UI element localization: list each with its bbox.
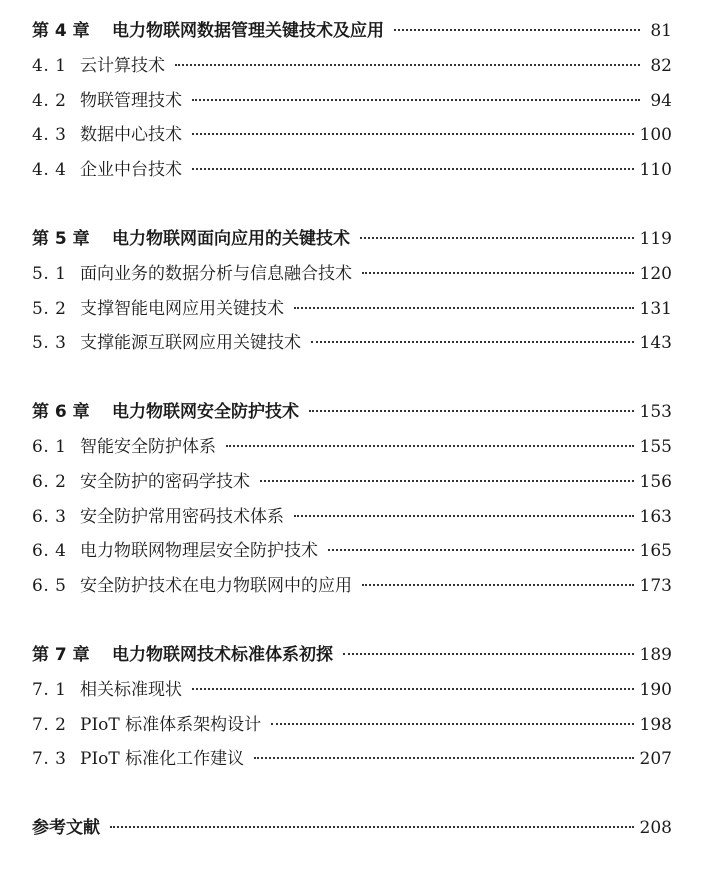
- chapter-4-block: [32, 14, 672, 188]
- section-title: PIoT 标准化工作建议: [80, 749, 245, 770]
- chapter-number: 第 4 章: [32, 21, 90, 41]
- page-number: 153: [639, 402, 672, 423]
- page-number: 173: [639, 576, 672, 597]
- page-number: 165: [639, 541, 672, 562]
- section-title: 安全防护技术在电力物联网中的应用: [80, 576, 352, 597]
- toc-chapter-row[interactable]: [32, 395, 672, 430]
- toc-section-row[interactable]: [32, 673, 672, 708]
- page-number: 198: [639, 714, 672, 735]
- chapter-6-block: [32, 395, 672, 604]
- section-title: 支撑能源互联网应用关键技术: [80, 333, 301, 354]
- toc-section-row[interactable]: [32, 708, 672, 743]
- section-number: 6. 2: [32, 471, 67, 492]
- section-number: 7. 3: [32, 749, 67, 770]
- dot-leader: [394, 29, 640, 31]
- section-number: 6. 4: [32, 541, 67, 562]
- section-title: PIoT 标准体系架构设计: [80, 714, 262, 735]
- page-number: 143: [639, 333, 672, 354]
- section-number: 5. 1: [32, 263, 67, 284]
- page-number: 163: [639, 506, 672, 527]
- dot-leader: [328, 549, 634, 551]
- section-title: 智能安全防护体系: [80, 436, 216, 457]
- dot-leader: [192, 688, 634, 690]
- section-title: 数据中心技术: [80, 125, 182, 146]
- dot-leader: [294, 515, 634, 517]
- dot-leader: [192, 133, 634, 135]
- dot-leader: [110, 826, 634, 828]
- section-number: 4. 2: [32, 90, 67, 111]
- dot-leader: [175, 64, 640, 66]
- dot-leader: [343, 653, 634, 655]
- page-number: 131: [639, 298, 672, 319]
- page-number: 208: [639, 818, 672, 839]
- section-title: 安全防护常用密码技术体系: [80, 506, 284, 527]
- page-number: 155: [639, 436, 672, 457]
- section-number: 5. 3: [32, 333, 67, 354]
- section-title: 云计算技术: [80, 55, 165, 76]
- section-number: 4. 1: [32, 55, 67, 76]
- page-number: 120: [639, 263, 672, 284]
- section-number: 6. 1: [32, 436, 67, 457]
- dot-leader: [309, 410, 634, 412]
- dot-leader: [294, 307, 634, 309]
- references-title: 参考文献: [32, 818, 100, 839]
- page-number: 156: [639, 471, 672, 492]
- toc-references-row[interactable]: [32, 811, 672, 846]
- section-number: 7. 1: [32, 679, 67, 700]
- table-of-contents: [32, 14, 672, 846]
- dot-leader: [360, 237, 634, 239]
- toc-section-row[interactable]: [32, 465, 672, 500]
- dot-leader: [226, 445, 634, 447]
- dot-leader: [192, 168, 634, 170]
- toc-section-row[interactable]: [32, 500, 672, 535]
- page-number: 190: [639, 679, 672, 700]
- chapter-number: 第 5 章: [32, 228, 90, 249]
- section-number: 6. 3: [32, 506, 67, 527]
- section-title: 物联管理技术: [80, 90, 182, 111]
- dot-leader: [260, 480, 634, 482]
- toc-section-row[interactable]: [32, 153, 672, 188]
- section-title: 面向业务的数据分析与信息融合技术: [80, 263, 352, 284]
- section-number: 5. 2: [32, 298, 67, 319]
- toc-section-row[interactable]: [32, 534, 672, 569]
- section-number: 6. 5: [32, 576, 67, 597]
- chapter-7-block: [32, 638, 672, 777]
- toc-chapter-row[interactable]: [32, 222, 672, 257]
- page-number: 110: [639, 160, 672, 181]
- toc-section-row[interactable]: [32, 430, 672, 465]
- toc-section-row[interactable]: [32, 49, 672, 84]
- toc-section-row[interactable]: [32, 292, 672, 327]
- page-number: 82: [650, 55, 672, 76]
- toc-section-row[interactable]: [32, 257, 672, 292]
- toc-section-row[interactable]: [32, 118, 672, 153]
- chapter-5-block: [32, 222, 672, 361]
- section-number: 7. 2: [32, 714, 67, 735]
- dot-leader: [192, 99, 640, 101]
- section-number: 4. 4: [32, 160, 67, 181]
- chapter-title: 电力物联网数据管理关键技术及应用: [112, 21, 384, 41]
- chapter-number: 第 6 章: [32, 402, 90, 423]
- dot-leader: [311, 341, 634, 343]
- dot-leader: [254, 757, 633, 759]
- toc-section-row[interactable]: [32, 569, 672, 604]
- section-title: 支撑智能电网应用关键技术: [80, 298, 284, 319]
- chapter-title: 电力物联网安全防护技术: [112, 402, 299, 423]
- toc-section-row[interactable]: [32, 326, 672, 361]
- section-title: 安全防护的密码学技术: [80, 471, 250, 492]
- page-number: 189: [639, 644, 672, 665]
- dot-leader: [271, 723, 633, 725]
- page-number: 100: [639, 125, 672, 146]
- section-number: 4. 3: [32, 125, 67, 146]
- page-number: 81: [650, 21, 672, 41]
- page-number: 94: [650, 90, 672, 111]
- dot-leader: [362, 272, 634, 274]
- section-title: 企业中台技术: [80, 160, 182, 181]
- toc-section-row[interactable]: [32, 742, 672, 777]
- section-title: 相关标准现状: [80, 679, 182, 700]
- chapter-number: 第 7 章: [32, 644, 90, 665]
- section-title: 电力物联网物理层安全防护技术: [80, 541, 318, 562]
- toc-section-row[interactable]: [32, 84, 672, 119]
- toc-chapter-row[interactable]: [32, 14, 672, 49]
- dot-leader: [362, 584, 634, 586]
- page-number: 207: [639, 749, 672, 770]
- chapter-title: 电力物联网面向应用的关键技术: [112, 228, 350, 249]
- toc-chapter-row[interactable]: [32, 638, 672, 673]
- chapter-title: 电力物联网技术标准体系初探: [112, 644, 333, 665]
- page-number: 119: [639, 228, 672, 249]
- references-block: [32, 811, 672, 846]
